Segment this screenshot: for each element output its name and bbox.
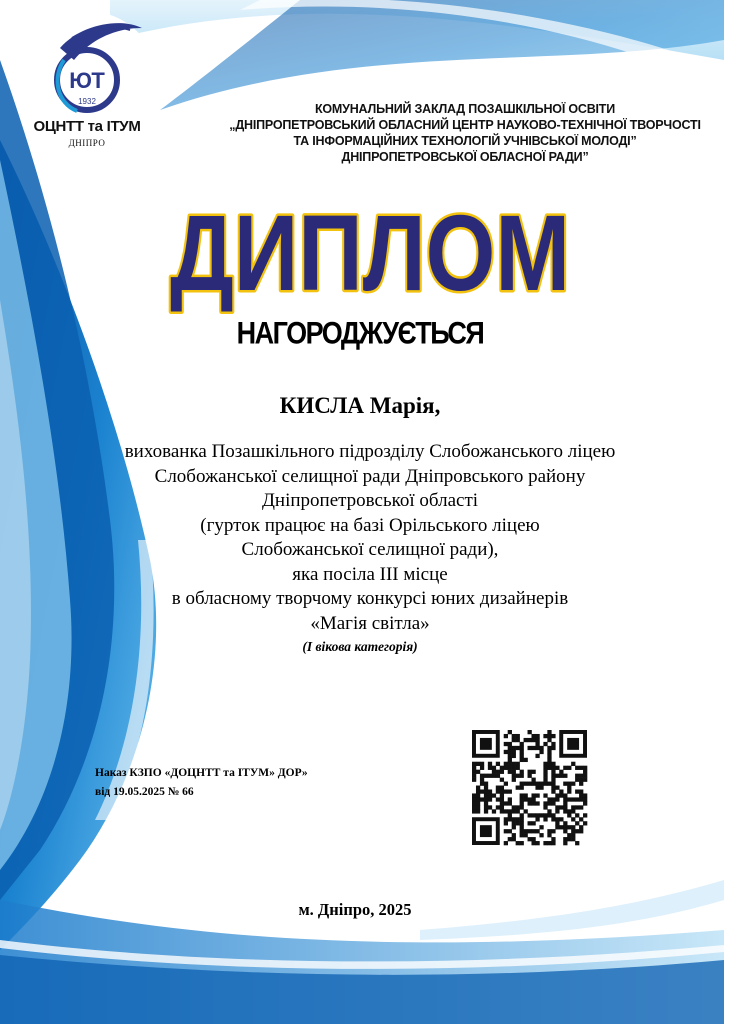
age-category: (І вікова категорія) [302, 639, 418, 654]
award-description [30, 440, 710, 636]
header-line: КОМУНАЛЬНИЙ ЗАКЛАД ПОЗАШКІЛЬНОЇ ОСВІТИ [314, 102, 616, 116]
logo-emblem-icon [12, 8, 162, 158]
svg-text:ЮТ: ЮТ [69, 68, 105, 93]
header-line: „ДНІПРОПЕТРОВСЬКИЙ ОБЛАСНИЙ ЦЕНТР НАУКОВО-ТЕХНІЧНОЇ ТВОРЧОСТІ [229, 118, 701, 132]
description-line: яка посіла ІІІ місце [292, 563, 448, 585]
header-line: ТА ІНФОРМАЦІЙНИХ ТЕХНОЛОГІЙ УЧНІВСЬКОЇ МОЛОДІ” [293, 134, 637, 148]
qr-code-icon [472, 730, 587, 845]
logo-name: ОЦНТТ та ІТУМ [33, 118, 141, 135]
description-line: «Магія світла» [310, 612, 430, 634]
city-year: м. Дніпро, 2025 [298, 900, 412, 919]
description-line: вихованка Позашкільного підрозділу Слобожанського ліцею [124, 441, 616, 462]
description-line: Слобожанської селищної ради Дніпровського району [154, 465, 586, 487]
order-date: від 19.05.2025 № 66 [95, 786, 194, 798]
description-line: в обласному творчому конкурсі юних дизайнерів [171, 588, 569, 609]
header-line: ДНІПРОПЕТРОВСЬКОЇ ОБЛАСНОЇ РАДИ” [341, 150, 589, 164]
svg-text:ДИПЛОМ: ДИПЛОМ [170, 192, 570, 313]
order-reference [95, 764, 308, 802]
description-line: Слобожанської селищної ради), [241, 539, 499, 560]
description-line: Дніпропетровської області [261, 490, 479, 511]
logo [12, 8, 162, 158]
diploma-title [150, 190, 590, 313]
recipient-name: КИСЛА Марія, [279, 393, 441, 418]
description-line: (гурток працює на базі Орільського ліцею [200, 514, 540, 536]
awarded-heading: НАГОРОДЖУЄТЬСЯ [236, 315, 484, 351]
logo-city: ДНІПРО [68, 138, 106, 148]
order-line: Наказ КЗПО «ДОЦНТТ та ІТУМ» ДОР» [95, 767, 308, 779]
institution-header [200, 101, 730, 165]
svg-text:1932: 1932 [78, 97, 96, 106]
